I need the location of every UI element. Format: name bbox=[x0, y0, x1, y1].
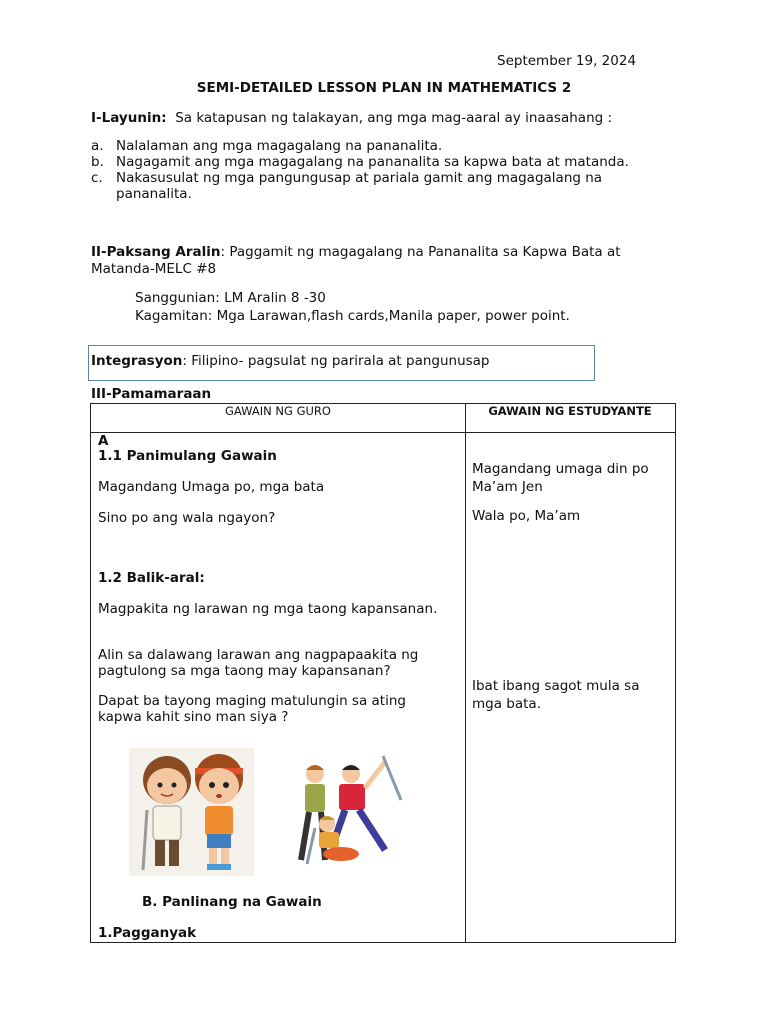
list-item-text: Nakasusulat ng mga pangungusap at pariala gamit ang magagalang na pananalita. bbox=[116, 170, 603, 202]
student-answers: Ibat ibang sagot mula sa mga bata. bbox=[472, 678, 640, 712]
panlinang-heading: B. Panlinang na Gawain bbox=[142, 894, 322, 910]
list-item-text: Nalalaman ang mga magagalang na pananalita. bbox=[116, 138, 443, 154]
student-greeting: Magandang umaga din po Ma’am Jen bbox=[472, 461, 649, 495]
kids-teasing-illustration bbox=[289, 752, 409, 870]
list-marker: a. bbox=[91, 138, 104, 154]
paksang-text: : Paggamit ng magagalang na Pananalita sa Kapwa Bata at Matanda-MELC #8 bbox=[91, 244, 621, 277]
column-header-estudyante: GAWAIN NG ESTUDYANTE bbox=[488, 404, 652, 418]
list-item bbox=[91, 170, 681, 202]
materials-block bbox=[135, 289, 570, 325]
layunin-line bbox=[91, 110, 612, 126]
layunin-text: Sa katapusan ng talakayan, ang mga mag-aaral ay inaasahang : bbox=[175, 110, 613, 126]
date: September 19, 2024 bbox=[497, 53, 637, 69]
panimulang-heading: 1.1 Panimulang Gawain bbox=[98, 448, 277, 464]
paksang-aralin bbox=[91, 244, 681, 278]
integrasyon-line bbox=[91, 353, 490, 369]
table-column-divider bbox=[465, 403, 466, 942]
teacher-question-2: Alin sa dalawang larawan ang nagpapaakita ng pagtulong sa mga taong may kapansanan? bbox=[98, 647, 419, 679]
teacher-question-1: Magpakita ng larawan ng mga taong kapansanan. bbox=[98, 601, 438, 617]
student-attendance: Wala po, Ma’am bbox=[472, 508, 581, 524]
pamamaraan-heading: III-Pamamaraan bbox=[91, 386, 212, 402]
list-marker: c. bbox=[91, 170, 103, 186]
list-item-text: Nagagamit ang mga magagalang na pananalita sa kapwa bata at matanda. bbox=[116, 154, 629, 170]
pagganyak-heading: 1.Pagganyak bbox=[98, 925, 197, 941]
integrasyon-heading: Integrasyon bbox=[91, 353, 183, 369]
layunin-list bbox=[91, 138, 681, 202]
layunin-heading: I-Layunin: bbox=[91, 110, 167, 126]
teacher-attendance: Sino po ang wala ngayon? bbox=[98, 510, 276, 526]
table-header-divider bbox=[90, 432, 675, 433]
kids-helping-illustration bbox=[129, 748, 254, 876]
integrasyon-text: : Filipino- pagsulat ng parirala at pangunusap bbox=[182, 353, 490, 369]
paksang-heading: II-Paksang Aralin bbox=[91, 244, 221, 260]
section-a-label: A bbox=[98, 433, 109, 449]
kagamitan-text: Kagamitan: Mga Larawan,flash cards,Manila paper, power point. bbox=[135, 308, 570, 324]
list-item bbox=[91, 138, 681, 154]
column-header-guro: GAWAIN NG GURO bbox=[225, 404, 331, 418]
list-marker: b. bbox=[91, 154, 104, 170]
list-item bbox=[91, 154, 681, 170]
sanggunian-text: Sanggunian: LM Aralin 8 -30 bbox=[135, 290, 326, 306]
balik-aral-heading: 1.2 Balik-aral: bbox=[98, 570, 205, 586]
teacher-greeting: Magandang Umaga po, mga bata bbox=[98, 479, 325, 495]
teacher-question-3: Dapat ba tayong maging matulungin sa ating kapwa kahit sino man siya ? bbox=[98, 693, 406, 725]
page-title: SEMI-DETAILED LESSON PLAN IN MATHEMATICS 2 bbox=[196, 80, 572, 96]
